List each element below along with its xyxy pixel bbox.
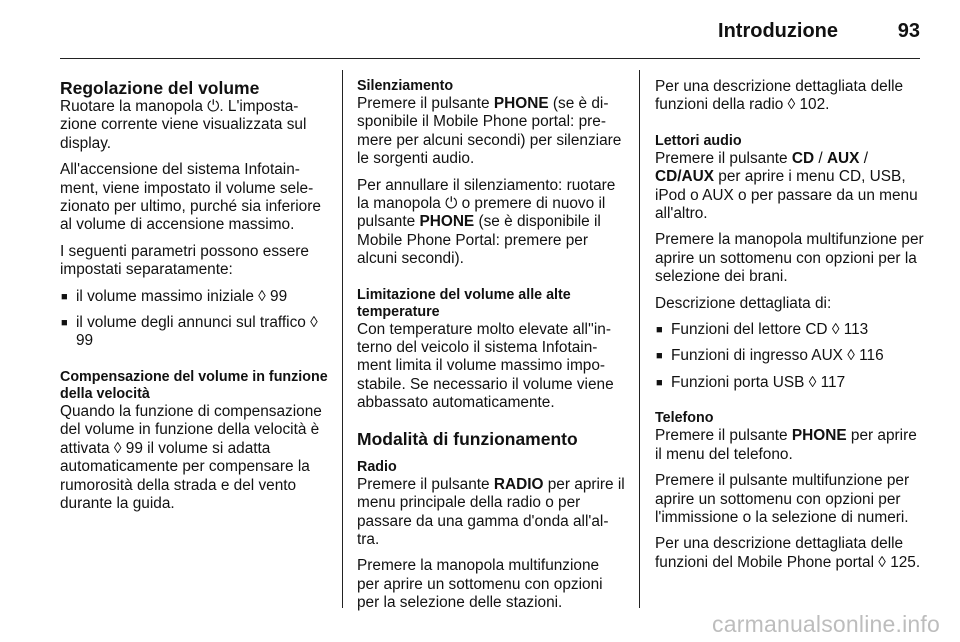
- header-divider: [60, 58, 920, 59]
- paragraph-telefono-3: Per una descrizione dettagliata delle funzioni del Mobile Phone portal ◊ 125.: [655, 535, 921, 571]
- paragraph-lettori-1: Premere il pulsante CD / AUX / CD/AUX per aprire i menu CD, USB, iPod o AUX o per passare da un menu all'altro.: [655, 149, 918, 223]
- bullet-icon: ■: [656, 376, 663, 389]
- bullet-icon: ■: [656, 350, 663, 363]
- paragraph-radio-1: Premere il pulsante RADIO per aprire il menu principale della radio o per passare da una gamma d'onda all'altra.: [357, 475, 625, 548]
- paragraph-telefono-1: Premere il pulsante PHONE per aprire il menu del telefono.: [655, 427, 917, 463]
- paragraph-lettori-2: Premere la manopola multifunzione per aprire un sottomenu con opzioni per la selezione dei brani.: [655, 231, 924, 286]
- column-divider-1: [342, 70, 343, 608]
- page-header: [60, 0, 920, 56]
- paragraph-silenziamento-2: Per annullare il silenziamento: ruotare la manopola ⏻ o premere di nuovo il pulsante PHONE (se è disponibile il Mobile Phone Portal: premere per alcuni secondi).: [357, 176, 616, 268]
- heading-silenziamento: Silenziamento: [357, 78, 454, 94]
- paragraph-radio-ref: Per una descrizione dettagliata delle funzioni della radio ◊ 102.: [655, 78, 904, 114]
- paragraph-telefono-2: Premere il pulsante multifunzione per aprire un sottomenu con opzioni per l'immissione o la selezione di numeri.: [655, 472, 910, 526]
- heading-telefono: Telefono: [655, 410, 714, 427]
- paragraph-ruotare: Ruotare la manopola ⏻. L'impostazione corrente viene visualizzata sul display.: [60, 98, 307, 152]
- list-item: ■ il volume massimo iniziale ◊ 99: [61, 287, 288, 305]
- heading-limitazione: Limitazione del volume alle alte temperature: [357, 286, 571, 320]
- bullet-icon: ■: [61, 290, 68, 303]
- column-3: [655, 78, 925, 580]
- paragraph-lettori-3: Descrizione dettagliata di:: [655, 294, 832, 312]
- page-title: Introduzione: [718, 20, 838, 42]
- list-item: ■ il volume degli annunci sul traffico ◊ 99: [61, 314, 318, 350]
- bullet-icon: ■: [656, 324, 663, 337]
- paragraph-parametri: I seguenti parametri possono essere impostati separatamente:: [60, 242, 309, 279]
- list-item: ■ Funzioni del lettore CD ◊ 113: [656, 321, 869, 339]
- list-funzioni: [655, 321, 925, 392]
- column-divider-2: [639, 70, 640, 608]
- list-parametri: [60, 288, 330, 351]
- paragraph-accensione: All'accensione del sistema Infotainment, viene impostato il volume selezionato per ultimo, purché sia inferiore al volume di accensione massimo.: [60, 161, 321, 234]
- heading-radio: Radio: [357, 458, 397, 475]
- heading-compensazione: Compensazione del volume in funzione della velocità: [60, 368, 328, 402]
- heading-regolazione-volume: Regolazione del volume: [60, 78, 260, 98]
- list-item: ■ Funzioni di ingresso AUX ◊ 116: [656, 347, 884, 365]
- paragraph-radio-2: Premere la manopola multifunzione per aprire un sottomenu con opzioni per la selezione delle stazioni.: [357, 557, 603, 612]
- page-number: 93: [897, 20, 920, 42]
- paragraph-limitazione: Con temperature molto elevate all''interno del veicolo il sistema Infotainment limita il volume massimo impostabile. Se necessario il volume viene abbassato automaticamente.: [357, 320, 614, 412]
- paragraph-silenziamento-1: Premere il pulsante PHONE (se è disponibile il Mobile Phone portal: premere per alcuni secondi) per silenziare le sorgenti audio.: [357, 95, 622, 168]
- list-item: ■ Funzioni porta USB ◊ 117: [656, 373, 846, 391]
- bullet-icon: ■: [61, 317, 68, 330]
- heading-modalita: Modalità di funzionamento: [357, 428, 578, 449]
- watermark: carmanualsonline.info: [712, 611, 940, 637]
- heading-lettori-audio: Lettori audio: [655, 132, 742, 149]
- column-1: [60, 78, 330, 521]
- column-2: [357, 78, 625, 621]
- paragraph-compensazione: Quando la funzione di compensazione del volume in funzione della velocità è attivata ◊ 99 il volume si adatta automaticamente per compensare la rumorosità della strada e del vento durante la guida.: [60, 402, 322, 512]
